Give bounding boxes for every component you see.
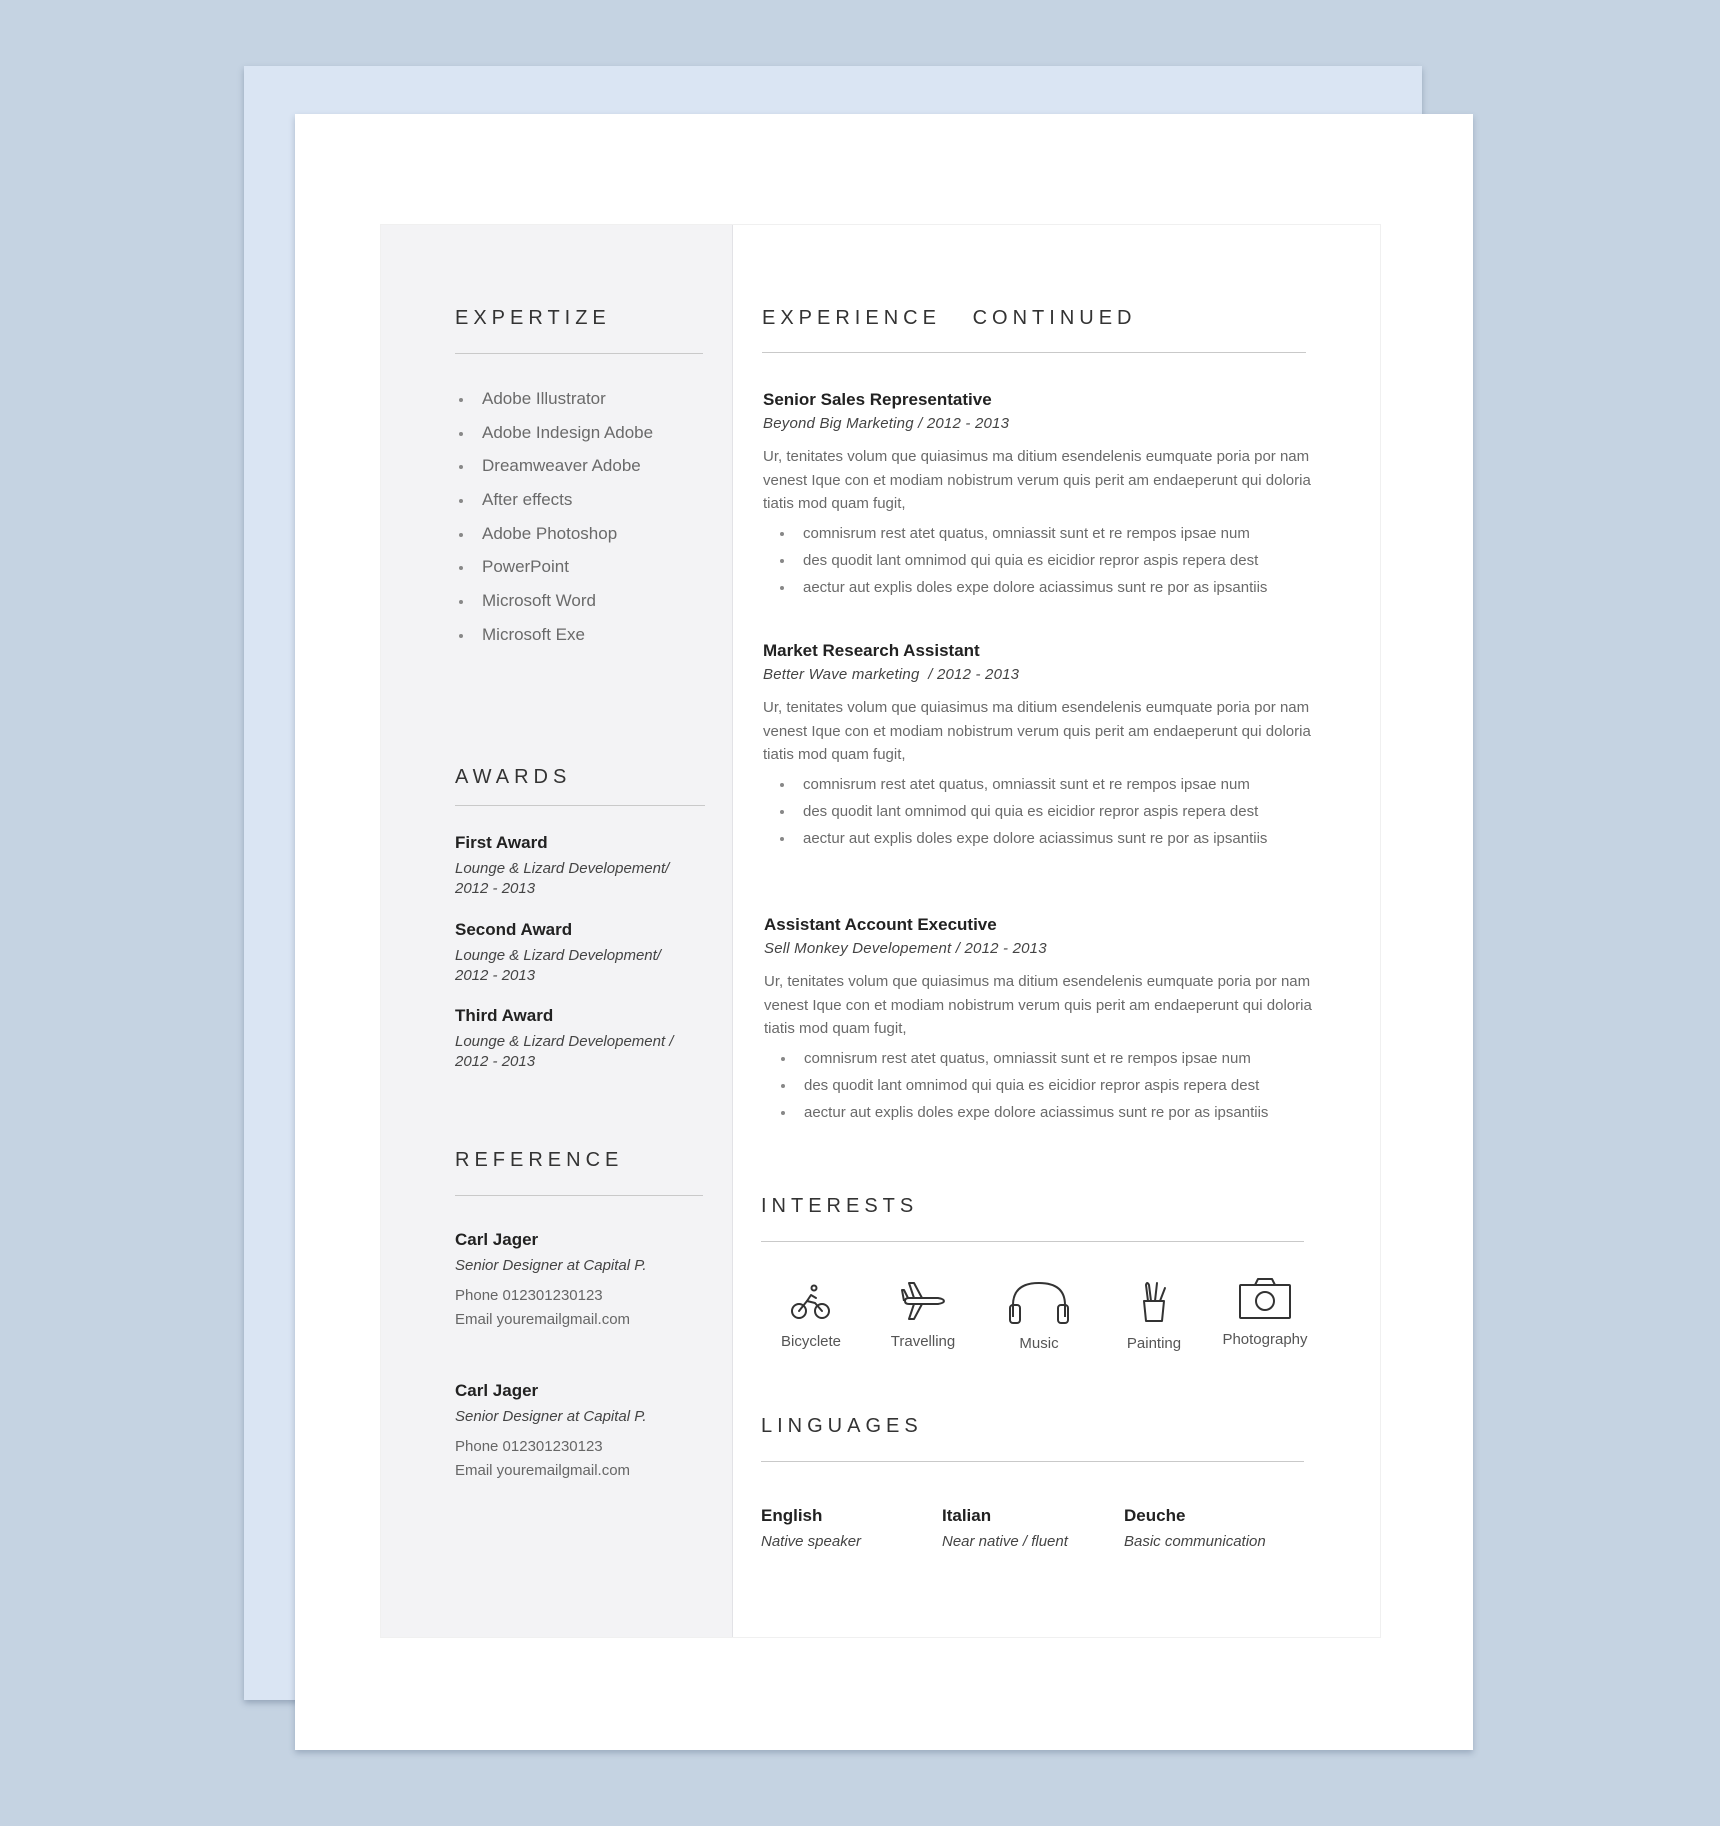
expertize-divider (455, 353, 703, 354)
job-description: Ur, tenitates volum que quiasimus ma ditium esendelenis eumquate poria por nam venest Ique con et modiam nobistrum verum quis perit am endaeperunt qui doloria tiatis mod quam fugit, (764, 973, 1312, 1037)
interest-label: Travelling (890, 1333, 956, 1350)
reference-entry (455, 1229, 715, 1332)
award-entry (455, 919, 715, 986)
award-name: Third Award (455, 1006, 554, 1025)
awards-heading: AWARDS (455, 766, 572, 788)
skill-item: Adobe Photoshop (455, 517, 653, 551)
interest-item (1099, 1279, 1209, 1352)
job-title: Senior Sales Representative (763, 390, 992, 409)
language-level: Basic communication (1124, 1533, 1266, 1550)
interest-item (756, 1279, 866, 1350)
job-bullet: comnisrum rest atet quatus, omniassit sunt et re rempos ipsae num (763, 520, 1323, 547)
job-entry (764, 913, 1324, 1126)
skill-item: Adobe Illustrator (455, 382, 653, 416)
experience-divider (762, 352, 1306, 353)
job-description: Ur, tenitates volum que quiasimus ma ditium esendelenis eumquate poria por nam venest Ique con et modiam nobistrum verum quis perit am endaeperunt qui doloria tiatis mod quam fugit, (763, 699, 1311, 763)
award-entry (455, 832, 715, 899)
award-years: 2012 - 2013 (455, 1053, 536, 1070)
skill-item: Adobe Indesign Adobe (455, 416, 653, 450)
award-name: Second Award (455, 920, 573, 939)
interest-label: Music (1019, 1335, 1059, 1352)
airplane-icon (900, 1279, 946, 1323)
award-name: First Award (455, 833, 548, 852)
language-level: Native speaker (761, 1533, 862, 1550)
language-entry (1124, 1505, 1304, 1552)
language-entry (942, 1505, 1122, 1552)
interest-label: Photography (1222, 1331, 1308, 1348)
award-years: 2012 - 2013 (455, 967, 536, 984)
resume-page (295, 114, 1473, 1750)
interests-divider (761, 1241, 1304, 1242)
job-bullet: comnisrum rest atet quatus, omniassit sunt et re rempos ipsae num (763, 771, 1323, 798)
job-title: Assistant Account Executive (764, 915, 997, 934)
headphones-icon (1007, 1279, 1071, 1325)
award-entry (455, 1005, 715, 1072)
job-title: Market Research Assistant (763, 641, 980, 660)
reference-email: Email youremailgmail.com (455, 1462, 631, 1479)
reference-email: Email youremailgmail.com (455, 1311, 631, 1328)
interests-heading: INTERESTS (761, 1195, 919, 1217)
skill-item: Microsoft Word (455, 584, 653, 618)
job-company: Sell Monkey Developement / 2012 - 2013 (764, 940, 1047, 957)
languages-divider (761, 1461, 1304, 1462)
award-years: 2012 - 2013 (455, 880, 536, 897)
languages-heading: LINGUAGES (761, 1415, 923, 1437)
experience-heading: EXPERIENCE CONTINUED (762, 307, 1137, 329)
job-bullet: aectur aut explis doles expe dolore aciassimus sunt re por as ipsantiis (764, 1099, 1324, 1126)
job-entry (763, 388, 1323, 601)
job-company: Better Wave marketing / 2012 - 2013 (763, 666, 1020, 683)
job-description: Ur, tenitates volum que quiasimus ma ditium esendelenis eumquate poria por nam venest Ique con et modiam nobistrum verum quis perit am endaeperunt qui doloria tiatis mod quam fugit, (763, 448, 1311, 512)
job-bullet: aectur aut explis doles expe dolore aciassimus sunt re por as ipsantiis (763, 574, 1323, 601)
reference-heading: REFERENCE (455, 1149, 624, 1171)
reference-name: Carl Jager (455, 1230, 539, 1249)
bicycle-icon (789, 1279, 833, 1323)
awards-divider (455, 805, 705, 806)
skill-item: Dreamweaver Adobe (455, 449, 653, 483)
reference-phone: Phone 012301230123 (455, 1438, 603, 1455)
interest-item (984, 1279, 1094, 1352)
skill-item: Microsoft Exe (455, 618, 653, 652)
job-bullet: des quodit lant omnimod qui quia es eicidior repror aspis repera dest (763, 798, 1323, 825)
language-entry (761, 1505, 941, 1552)
reference-name: Carl Jager (455, 1381, 539, 1400)
skill-item: PowerPoint (455, 550, 653, 584)
language-level: Near native / fluent (942, 1533, 1068, 1550)
interest-label: Painting (1126, 1335, 1182, 1352)
reference-phone: Phone 012301230123 (455, 1287, 603, 1304)
reference-role: Senior Designer at Capital P. (455, 1257, 647, 1274)
award-organization: Lounge & Lizard Developement/ (455, 860, 670, 877)
reference-role: Senior Designer at Capital P. (455, 1408, 647, 1425)
job-bullet: aectur aut explis doles expe dolore aciassimus sunt re por as ipsantiis (763, 825, 1323, 852)
job-bullets (763, 520, 1323, 601)
language-name: English (761, 1506, 823, 1525)
reference-entry (455, 1380, 715, 1483)
reference-divider (455, 1195, 703, 1196)
interest-item (1210, 1277, 1320, 1348)
expertize-list (455, 382, 653, 652)
sidebar (381, 225, 733, 1637)
job-entry (763, 639, 1323, 852)
interest-item (868, 1279, 978, 1350)
paint-brushes-icon (1137, 1279, 1171, 1325)
resume-layout (380, 224, 1381, 1638)
expertize-heading: EXPERTIZE (455, 307, 611, 329)
job-bullets (764, 1045, 1324, 1126)
award-organization: Lounge & Lizard Developement / (455, 1033, 674, 1050)
job-bullets (763, 771, 1323, 852)
skill-item: After effects (455, 483, 653, 517)
main-column (733, 225, 1380, 1637)
language-name: Deuche (1124, 1506, 1186, 1525)
award-organization: Lounge & Lizard Development/ (455, 947, 661, 964)
language-name: Italian (942, 1506, 992, 1525)
job-bullet: des quodit lant omnimod qui quia es eicidior repror aspis repera dest (764, 1072, 1324, 1099)
job-bullet: des quodit lant omnimod qui quia es eicidior repror aspis repera dest (763, 547, 1323, 574)
job-company: Beyond Big Marketing / 2012 - 2013 (763, 415, 1010, 432)
camera-icon (1237, 1277, 1293, 1321)
job-bullet: comnisrum rest atet quatus, omniassit sunt et re rempos ipsae num (764, 1045, 1324, 1072)
interest-label: Bicyclete (780, 1333, 842, 1350)
